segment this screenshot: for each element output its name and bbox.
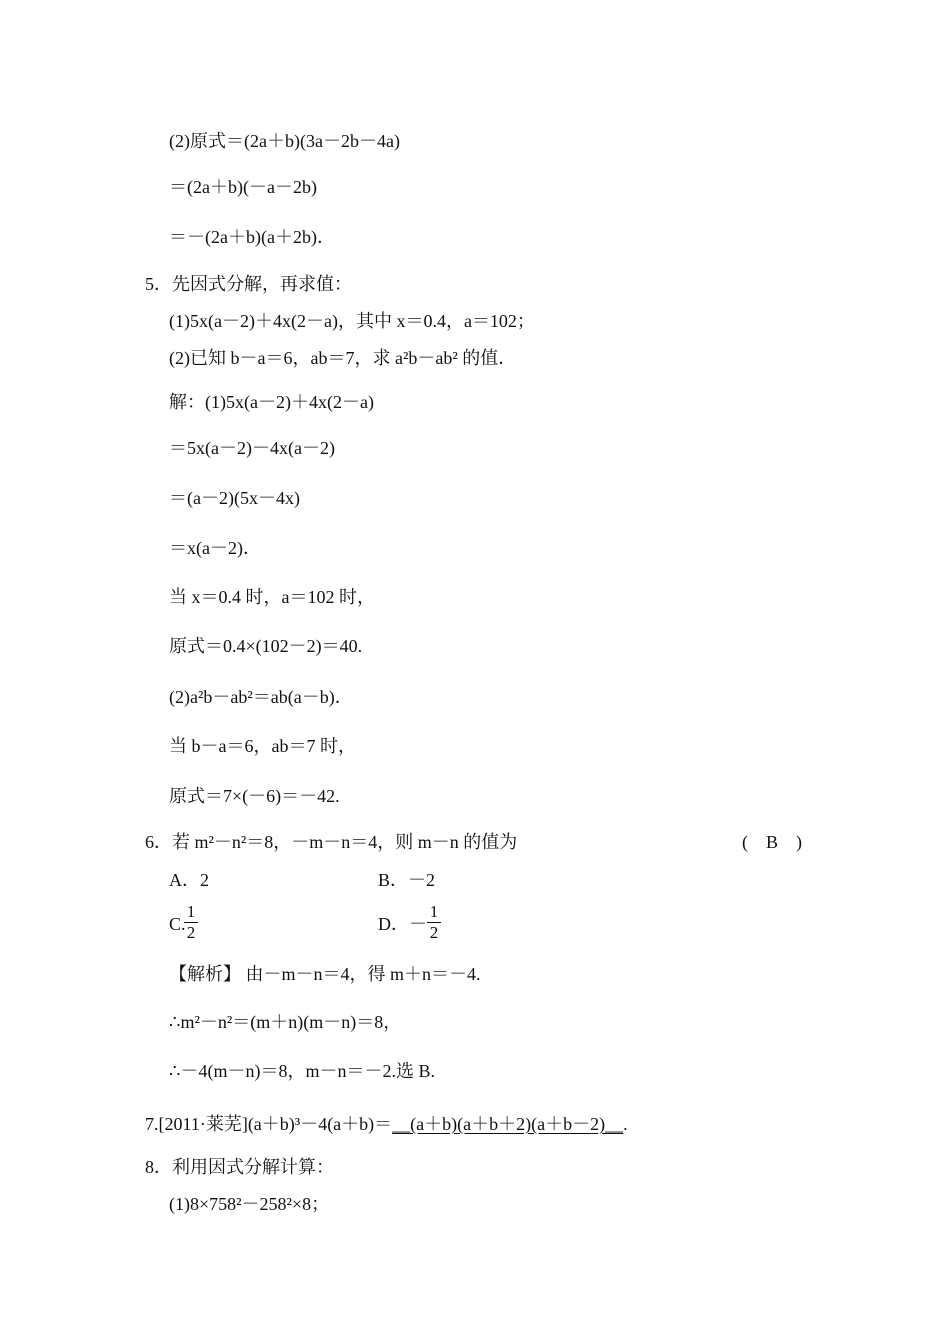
option-d-fraction <box>427 903 441 942</box>
problem-5-title: 5．先因式分解，再求值： <box>145 274 352 294</box>
fraction-denominator: 2 <box>429 923 439 942</box>
problem-5-solution-line-5: 当 x＝0.4 时，a＝102 时， <box>169 587 375 607</box>
problem-5-solution-line-7: (2)a²b－ab²＝ab(a－b)． <box>169 687 353 707</box>
fraction-denominator: 2 <box>186 923 196 942</box>
problem-5-solution-line-8: 当 b－a＝6，ab＝7 时， <box>169 736 356 756</box>
problem-7 <box>145 1112 628 1136</box>
problem-6-answer: ( B ) <box>742 832 802 852</box>
problem-6-analysis-line-1: 【解析】 由－m－n＝4，得 m＋n＝－4. <box>169 964 481 984</box>
problem-6-question: 6．若 m²－n²＝8，－m－n＝4，则 m－n 的值为 <box>145 832 518 852</box>
option-c-label: C. <box>169 914 186 934</box>
solution-2-line-3: ＝－(2a＋b)(a＋2b)． <box>169 227 335 247</box>
fraction-numerator: 1 <box>184 903 198 923</box>
solution-2-line-2: ＝(2a＋b)(－a－2b) <box>169 177 317 197</box>
problem-5-solution-line-4: ＝x(a－2)． <box>169 538 261 558</box>
problem-7-answer: __(a＋b)(a＋b＋2)(a＋b－2)__ <box>392 1114 624 1134</box>
problem-5-part-2: (2)已知 b－a＝6，ab＝7，求 a²b－ab² 的值． <box>169 348 517 368</box>
option-d-label: D．－ <box>378 914 427 934</box>
fraction-numerator: 1 <box>427 903 441 923</box>
problem-7-end: . <box>623 1114 628 1134</box>
problem-5-solution-line-9: 原式＝7×(－6)＝－42. <box>169 786 340 806</box>
solution-2-line-1: (2)原式＝(2a＋b)(3a－2b－4a) <box>169 131 400 151</box>
problem-8-part-1: (1)8×758²－258²×8； <box>169 1194 330 1214</box>
problem-5-solution-line-2: ＝5x(a－2)－4x(a－2) <box>169 438 335 458</box>
problem-6-analysis-line-3: ∴－4(m－n)＝8，m－n＝－2.选 B. <box>169 1061 435 1081</box>
problem-7-question: 7.[2011·莱芜](a＋b)³－4(a＋b)＝ <box>145 1114 393 1134</box>
problem-5-solution-line-3: ＝(a－2)(5x－4x) <box>169 488 300 508</box>
option-b: B．－2 <box>378 870 436 890</box>
option-c-fraction <box>184 903 198 942</box>
option-a: A．2 <box>169 870 209 890</box>
problem-8-title: 8．利用因式分解计算： <box>145 1157 334 1177</box>
problem-6-analysis-line-2: ∴m²－n²＝(m＋n)(m－n)＝8， <box>169 1012 402 1032</box>
problem-5-solution-line-1: 解：(1)5x(a－2)＋4x(2－a) <box>169 392 374 412</box>
problem-5-solution-line-6: 原式＝0.4×(102－2)＝40. <box>169 636 363 656</box>
problem-5-part-1: (1)5x(a－2)＋4x(2－a)，其中 x＝0.4，a＝102； <box>169 311 535 331</box>
